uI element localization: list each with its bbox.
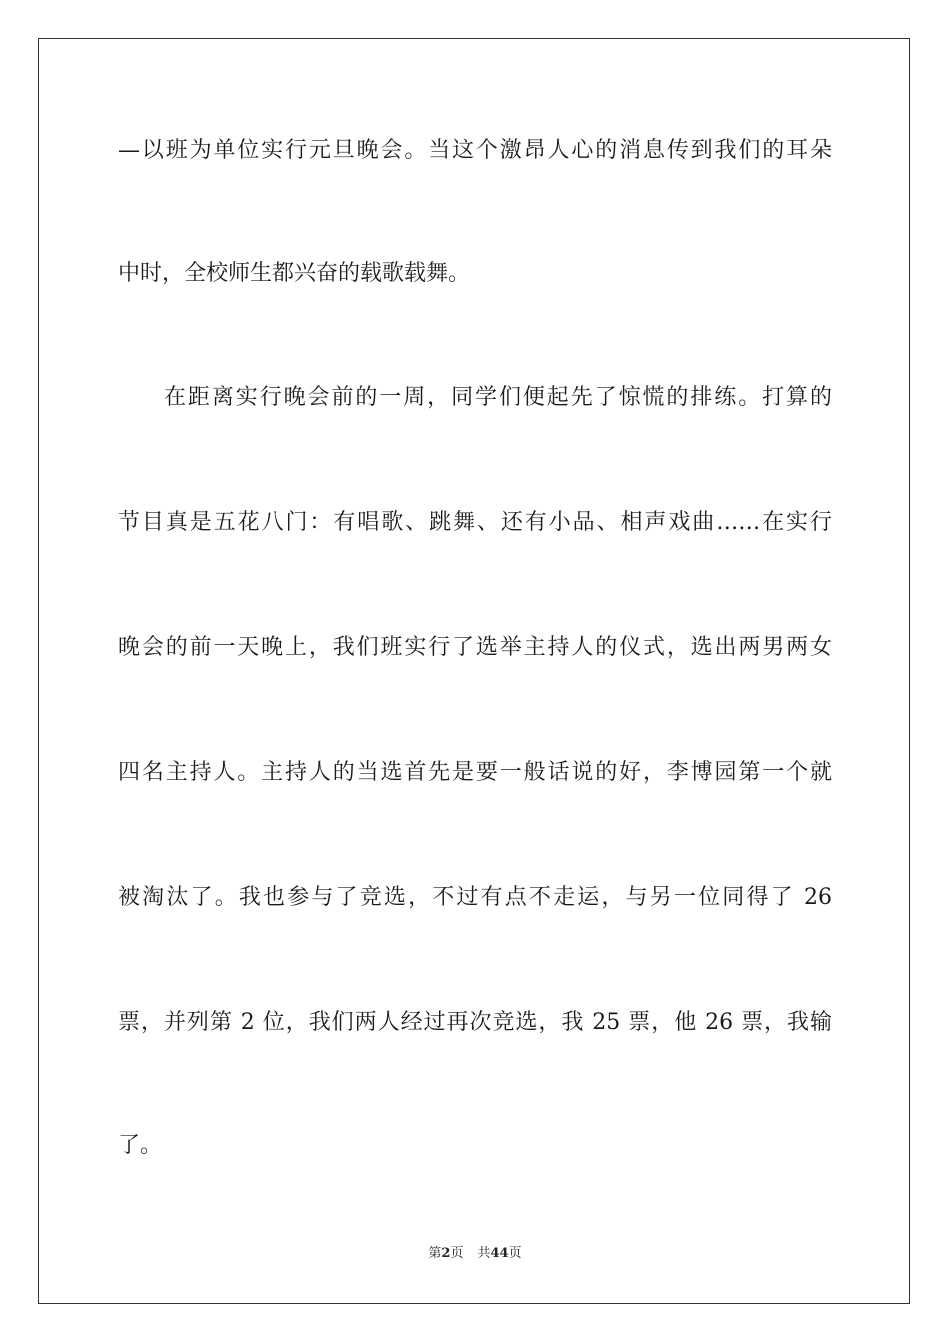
footer-page-prefix: 第 [428,1246,442,1261]
footer-page-number: 2 [441,1246,451,1261]
footer-total-suffix: 页 [508,1246,522,1261]
body-line-3: 在距离实行晚会前的一周，同学们便起先了惊慌的排练。打算的 [164,385,832,410]
footer-total-number: 44 [490,1246,509,1261]
footer-page-suffix: 页 [450,1246,464,1261]
body-line-6: 四名主持人。主持人的当选首先是要一般话说的好，李博园第一个就 [118,760,832,785]
body-line-9: 了。 [118,1133,163,1158]
page-footer [0,1244,950,1264]
body-line-7: 被淘汰了。我也参与了竞选，不过有点不走运，与另一位同得了 26 [118,885,832,910]
body-line-2: 中时，全校师生都兴奋的载歌载舞。 [118,261,471,286]
body-line-8: 票，并列第 2 位，我们两人经过再次竞选，我 25 票，他 26 票，我输 [118,1010,832,1035]
body-line-4: 节目真是五花八门：有唱歌、跳舞、还有小品、相声戏曲……在实行 [118,510,832,535]
body-line-1: —以班为单位实行元旦晚会。当这个激昂人心的消息传到我们的耳朵 [118,138,832,163]
footer-total-prefix: 共 [477,1246,491,1261]
body-line-5: 晚会的前一天晚上，我们班实行了选举主持人的仪式，选出两男两女 [118,635,832,660]
page-border [38,38,910,1304]
